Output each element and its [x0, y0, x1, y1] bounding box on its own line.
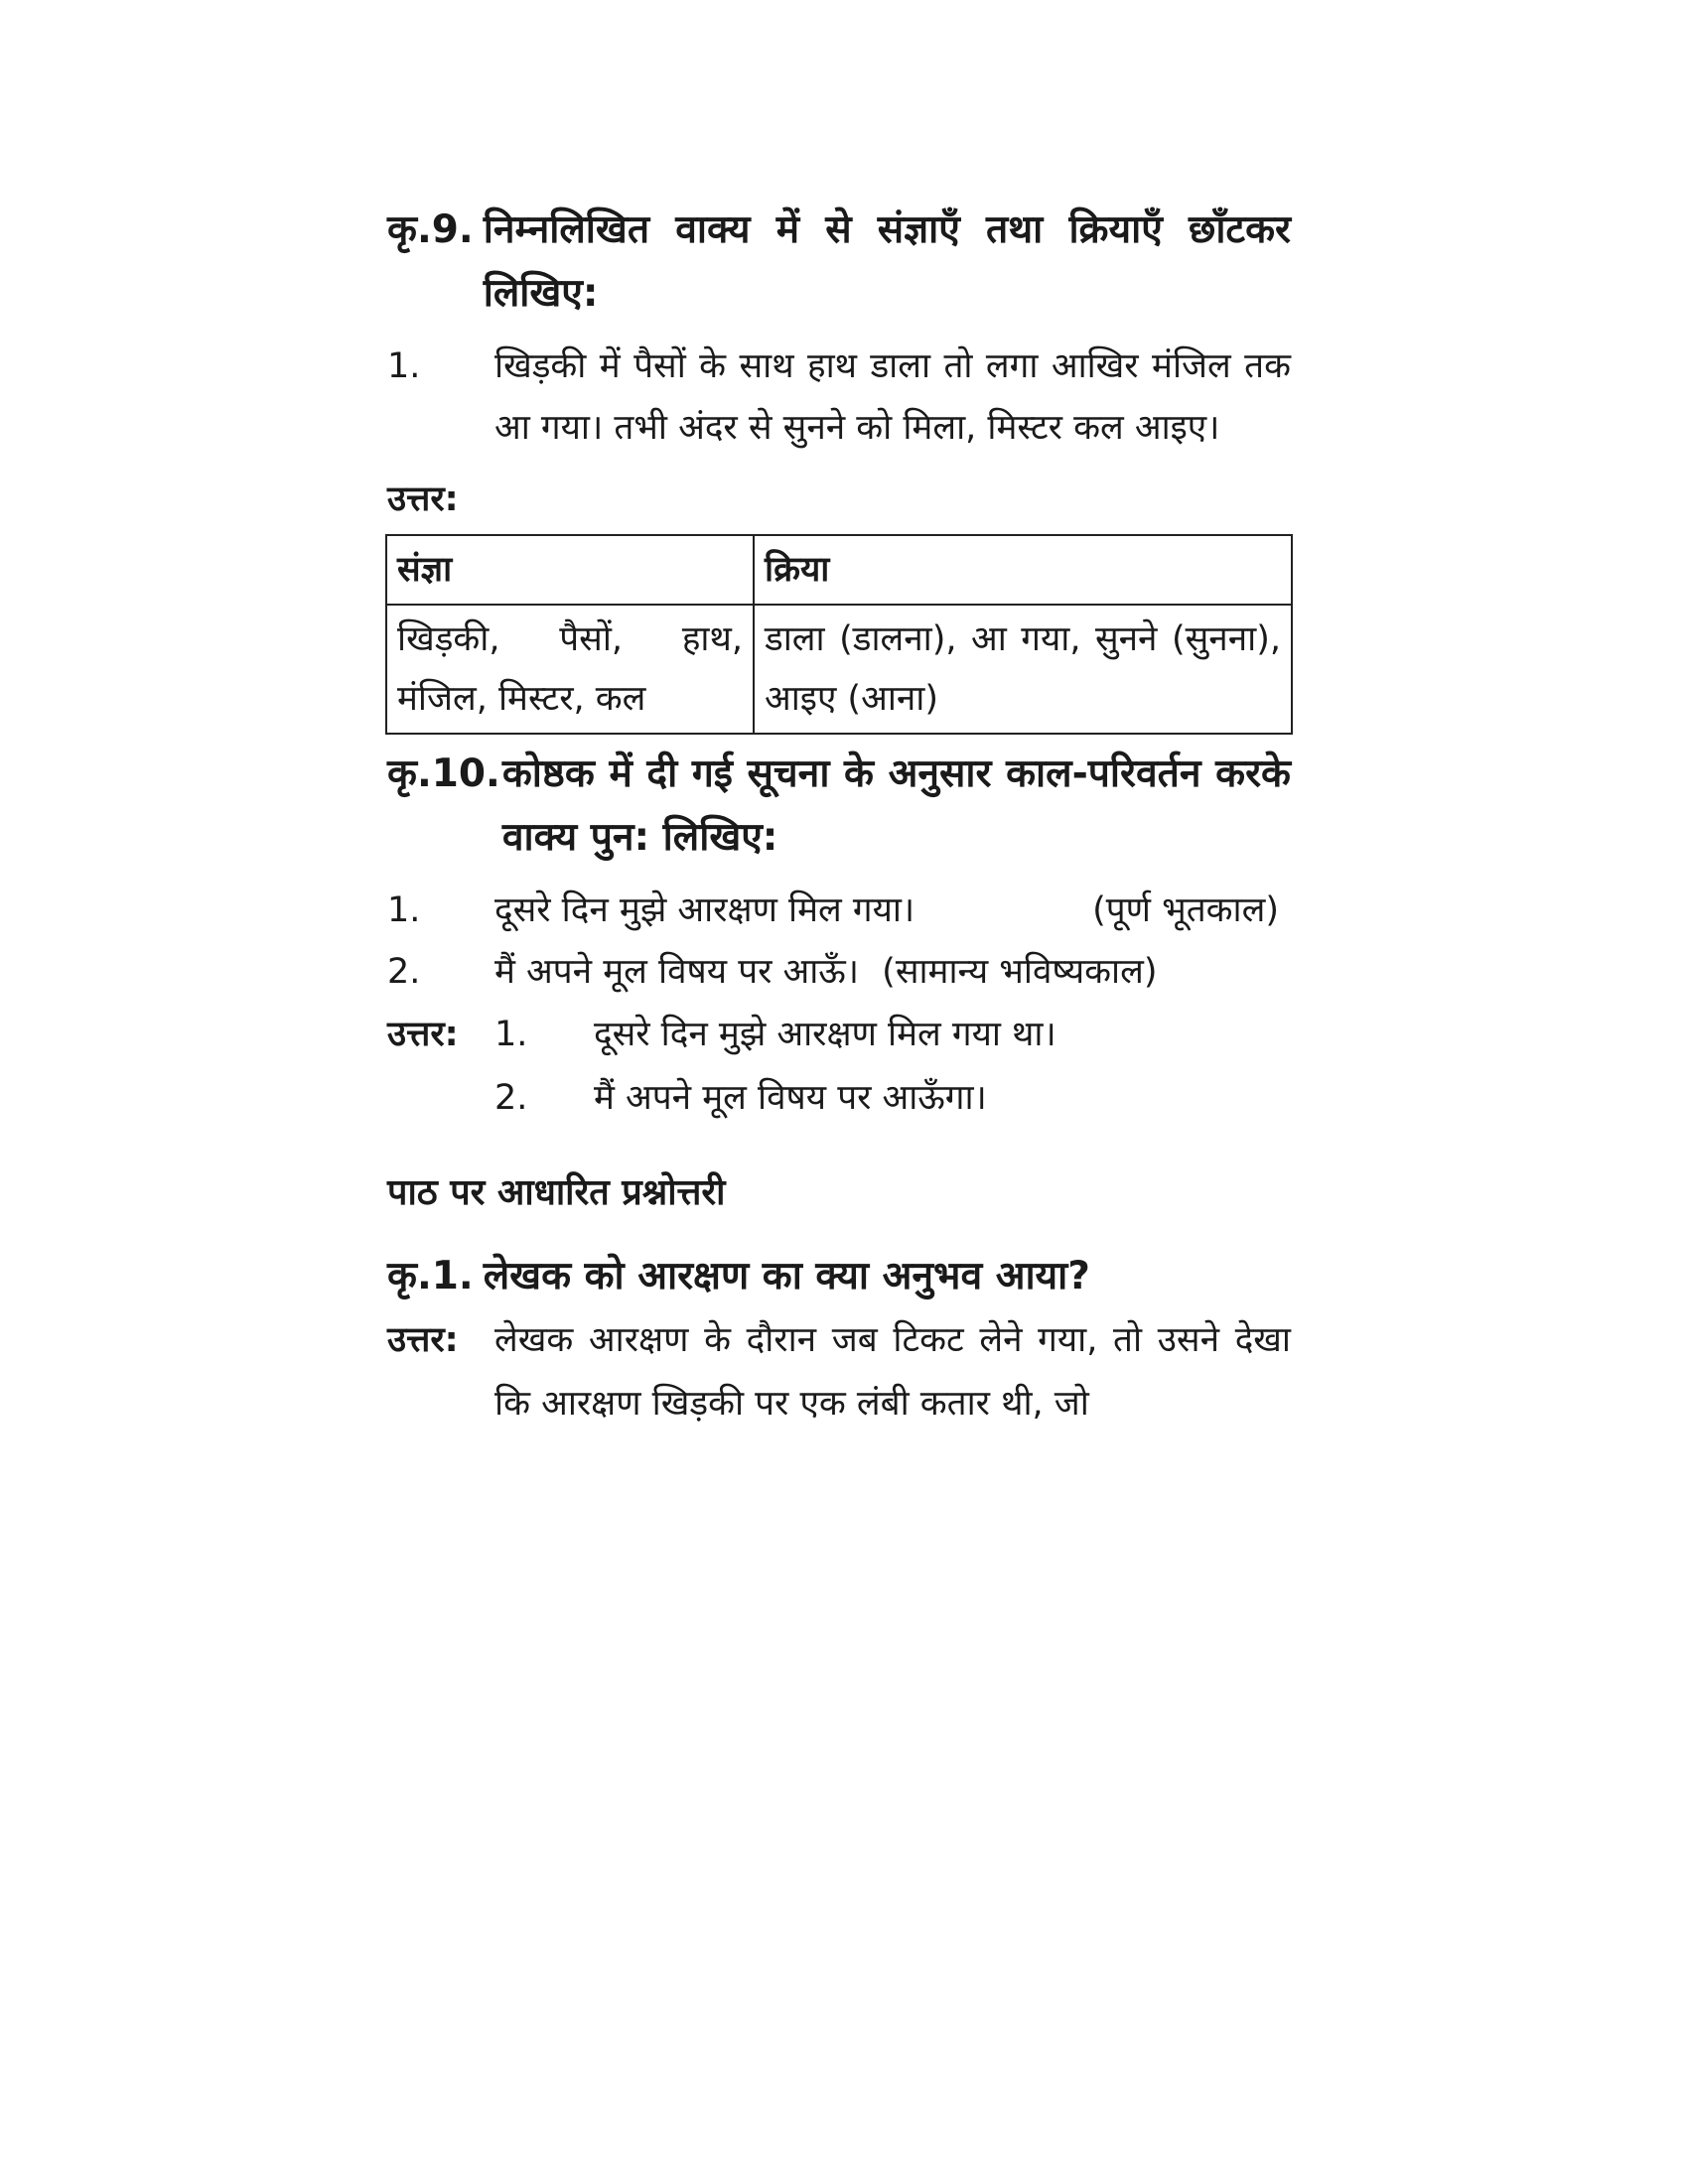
question-number: कृ.1. [387, 1254, 474, 1298]
question-10-heading [387, 743, 1291, 870]
table-header-noun: संज्ञा [386, 535, 754, 605]
question-number: कृ.9. [387, 207, 474, 252]
question-1-answer [387, 1308, 1291, 1435]
table-cell-verbs: डाला (डालना), आ गया, सुनने (सुनना), आइए (आना) [754, 605, 1292, 734]
table-row [386, 605, 1292, 734]
table-header-row [386, 535, 1292, 605]
item-sentence: दूसरे दिन मुझे आरक्षण मिल गया। [494, 890, 915, 930]
question-9-item-1 [387, 336, 1291, 459]
tense-hint: (सामान्य भविष्यकाल) [882, 952, 1158, 992]
table-header-verb: क्रिया [754, 535, 1292, 605]
answer-text: लेखक आरक्षण के दौरान जब टिकट लेने गया, तो उसने देखा कि आरक्षण खिड़की पर एक लंबी कतार थी, जो [494, 1320, 1291, 1424]
answer-number: 1. [494, 1015, 528, 1054]
question-9-heading [387, 199, 1291, 326]
answer-text: दूसरे दिन मुझे आरक्षण मिल गया था। [594, 1015, 1056, 1054]
question-text: निम्नलिखित वाक्य में से संज्ञाएँ तथा क्रियाएँ छाँटकर लिखिए: [483, 207, 1291, 316]
textbook-page [387, 199, 1291, 1435]
answer-label: उत्तर: [387, 1320, 459, 1360]
item-text [494, 941, 1291, 1003]
answer-number: 2. [494, 1078, 528, 1118]
question-10-answer-2 [387, 1066, 1291, 1130]
item-text [494, 880, 1291, 941]
item-number: 1. [387, 890, 421, 930]
section-title: पाठ पर आधारित प्रश्नोत्तरी [387, 1172, 726, 1213]
item-number: 2. [387, 952, 421, 992]
item-text: खिड़की में पैसों के साथ हाथ डाला तो लगा आखिर मंजिल तक आ गया। तभी अंदर से सुनने को मिला, मिस्टर कल आइए। [494, 346, 1291, 448]
item-number: 1. [387, 346, 421, 386]
answer-label-spacer [387, 1066, 494, 1130]
question-1-heading [387, 1245, 1291, 1308]
item-sentence: मैं अपने मूल विषय पर आऊँ। [494, 952, 860, 992]
answer-label: उत्तर: [387, 1015, 459, 1054]
answer-label: उत्तर: [387, 479, 459, 519]
question-10-item-2 [387, 941, 1291, 1003]
question-text: कोष्ठक में दी गई सूचना के अनुसार काल-परिवर्तन करके वाक्य पुन: लिखिए: [501, 751, 1291, 860]
answer-text: मैं अपने मूल विषय पर आऊँगा। [594, 1078, 987, 1118]
table-cell-nouns: खिड़की, पैसों, हाथ, मंजिल, मिस्टर, कल [386, 605, 754, 734]
question-10-answer-1 [387, 1003, 1291, 1066]
tense-hint: (पूर्ण भूतकाल) [1092, 890, 1279, 930]
question-number: कृ.10. [387, 751, 500, 796]
question-text: लेखक को आरक्षण का क्या अनुभव आया? [483, 1254, 1090, 1298]
noun-verb-table [385, 534, 1293, 735]
question-10-item-1 [387, 880, 1291, 941]
